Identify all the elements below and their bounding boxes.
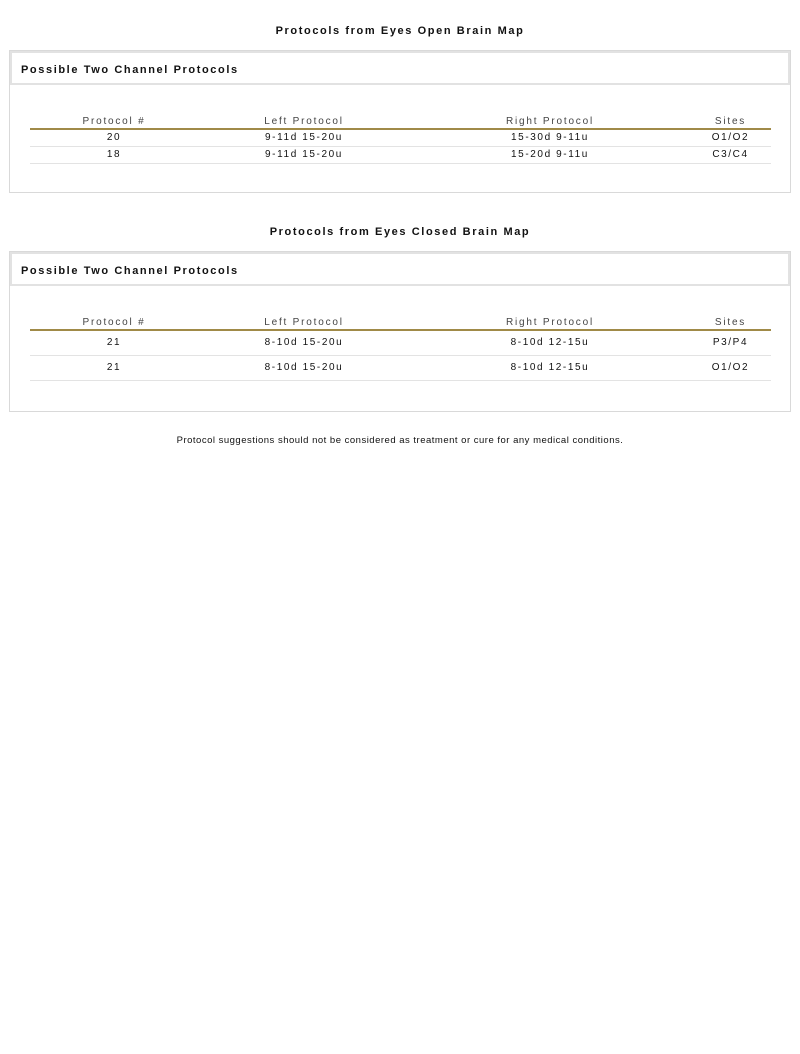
eyes-open-section-title: Protocols from Eyes Open Brain Map <box>275 25 525 37</box>
cell-right-protocol: 15-20d 9-11u <box>410 146 690 163</box>
cell-sites: P3/P4 <box>690 330 771 355</box>
cell-protocol-number: 21 <box>30 355 198 380</box>
eyes-open-protocols-panel <box>9 50 791 193</box>
table-row <box>30 330 771 355</box>
table-header-row <box>30 115 771 129</box>
table-row <box>30 146 771 163</box>
column-header-left-protocol: Left Protocol <box>198 115 410 129</box>
table-row <box>30 355 771 380</box>
column-header-sites: Sites <box>690 115 771 129</box>
eyes-closed-panel-header: Possible Two Channel Protocols <box>10 252 790 286</box>
cell-left-protocol: 8-10d 15-20u <box>198 355 410 380</box>
cell-left-protocol: 8-10d 15-20u <box>198 330 410 355</box>
cell-sites: O1/O2 <box>690 129 771 146</box>
cell-sites: C3/C4 <box>690 146 771 163</box>
table-header-row <box>30 316 771 330</box>
column-header-protocol-number: Protocol # <box>30 115 198 129</box>
cell-protocol-number: 18 <box>30 146 198 163</box>
cell-left-protocol: 9-11d 15-20u <box>198 129 410 146</box>
cell-protocol-number: 20 <box>30 129 198 146</box>
disclaimer-footnote: Protocol suggestions should not be considered as treatment or cure for any medical conditions. <box>176 435 624 446</box>
cell-sites: O1/O2 <box>690 355 771 380</box>
cell-left-protocol: 9-11d 15-20u <box>198 146 410 163</box>
cell-right-protocol: 15-30d 9-11u <box>410 129 690 146</box>
eyes-closed-protocols-panel <box>9 251 791 412</box>
eyes-closed-section-title: Protocols from Eyes Closed Brain Map <box>269 226 531 238</box>
eyes-open-protocols-table <box>30 115 771 164</box>
eyes-open-panel-header: Possible Two Channel Protocols <box>10 51 790 85</box>
cell-right-protocol: 8-10d 12-15u <box>410 355 690 380</box>
column-header-right-protocol: Right Protocol <box>410 115 690 129</box>
column-header-protocol-number: Protocol # <box>30 316 198 330</box>
column-header-sites: Sites <box>690 316 771 330</box>
table-row <box>30 129 771 146</box>
column-header-right-protocol: Right Protocol <box>410 316 690 330</box>
cell-right-protocol: 8-10d 12-15u <box>410 330 690 355</box>
column-header-left-protocol: Left Protocol <box>198 316 410 330</box>
eyes-closed-protocols-table <box>30 316 771 381</box>
cell-protocol-number: 21 <box>30 330 198 355</box>
